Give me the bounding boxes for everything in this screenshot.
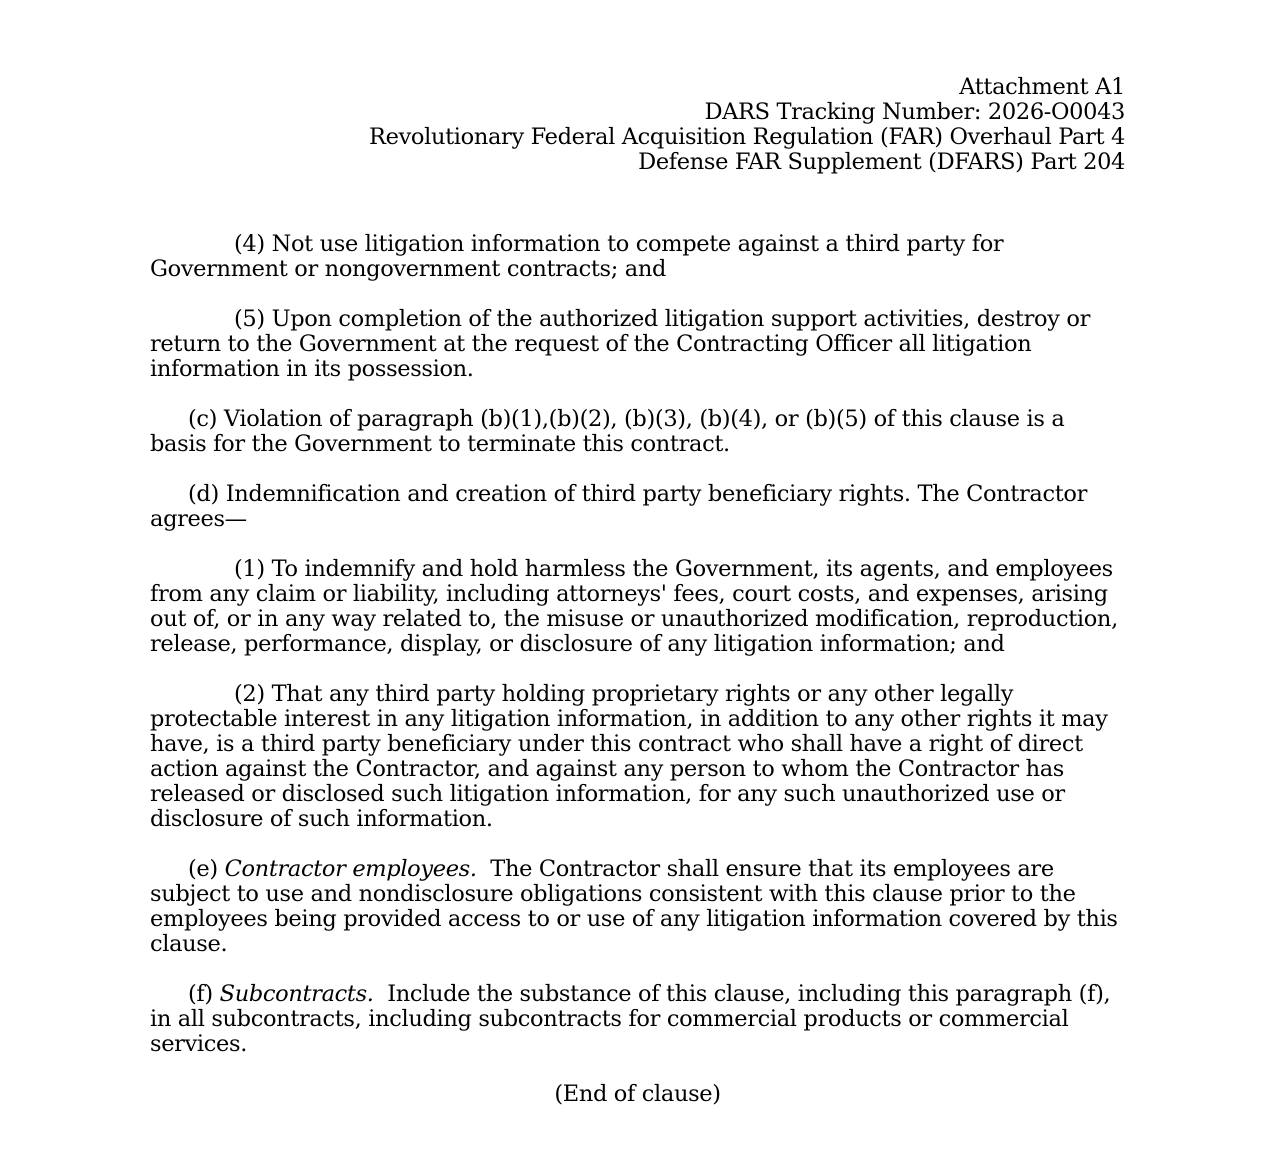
paragraph-d: (d) Indemnification and creation of third party beneficiary rights. The Contractor agrees—: [150, 481, 1088, 532]
document-page: [150, 75, 1125, 1132]
paragraph-f-prefix: (f): [188, 981, 220, 1007]
paragraph-f: [150, 982, 1125, 1057]
paragraph-b4: (4) Not use litigation information to compete against a third party for Government or nongovernment contracts; and: [150, 231, 1004, 282]
paragraph-d1: (1) To indemnify and hold harmless the Government, its agents, and employees from any claim or liability, including attorneys' fees, court costs, and expenses, arising out of, or in any way related to, the misuse or unauthorized modification, reproduction, release, performance, display, or disclosure of any litigation information; and: [150, 556, 1118, 657]
paragraph-f-text: Include the substance of this clause, including this paragraph (f), in all subcontracts, including subcontracts for commercial products or commercial services.: [150, 981, 1118, 1057]
paragraph-d2: (2) That any third party holding proprietary rights or any other legally protectable interest in any litigation information, in addition to any other rights it may have, is a third party beneficiary under this contract who shall have a right of direct action against the Contractor, and against any person to whom the Contractor has released or disclosed such litigation information, for any such unauthorized use or disclosure of such information.: [150, 681, 1108, 832]
document-header: [150, 75, 1125, 175]
attachment-label: Attachment A1: [959, 74, 1125, 100]
end-of-clause: (End of clause): [554, 1081, 721, 1107]
tracking-number: DARS Tracking Number: 2026-O0043: [704, 99, 1125, 125]
regulation-title: Revolutionary Federal Acquisition Regulation (FAR) Overhaul Part 4: [369, 124, 1125, 150]
paragraph-e-heading: Contractor employees.: [224, 856, 477, 882]
paragraph-c: (c) Violation of paragraph (b)(1),(b)(2), (b)(3), (b)(4), or (b)(5) of this clause is a basis for the Government to terminate this contract.: [150, 406, 1065, 457]
paragraph-b5: (5) Upon completion of the authorized litigation support activities, destroy or return to the Government at the request of the Contracting Officer all litigation information in its possession.: [150, 306, 1090, 382]
clause-body: [150, 232, 1125, 1107]
supplement-title: Defense FAR Supplement (DFARS) Part 204: [638, 149, 1125, 175]
paragraph-e-prefix: (e): [188, 856, 225, 882]
paragraph-e: [150, 857, 1125, 957]
paragraph-e-text: The Contractor shall ensure that its employees are subject to use and nondisclosure obligations consistent with this clause prior to the employees being provided access to or use of any litigation information covered by this clause.: [150, 856, 1125, 957]
paragraph-f-heading: Subcontracts.: [219, 981, 374, 1007]
